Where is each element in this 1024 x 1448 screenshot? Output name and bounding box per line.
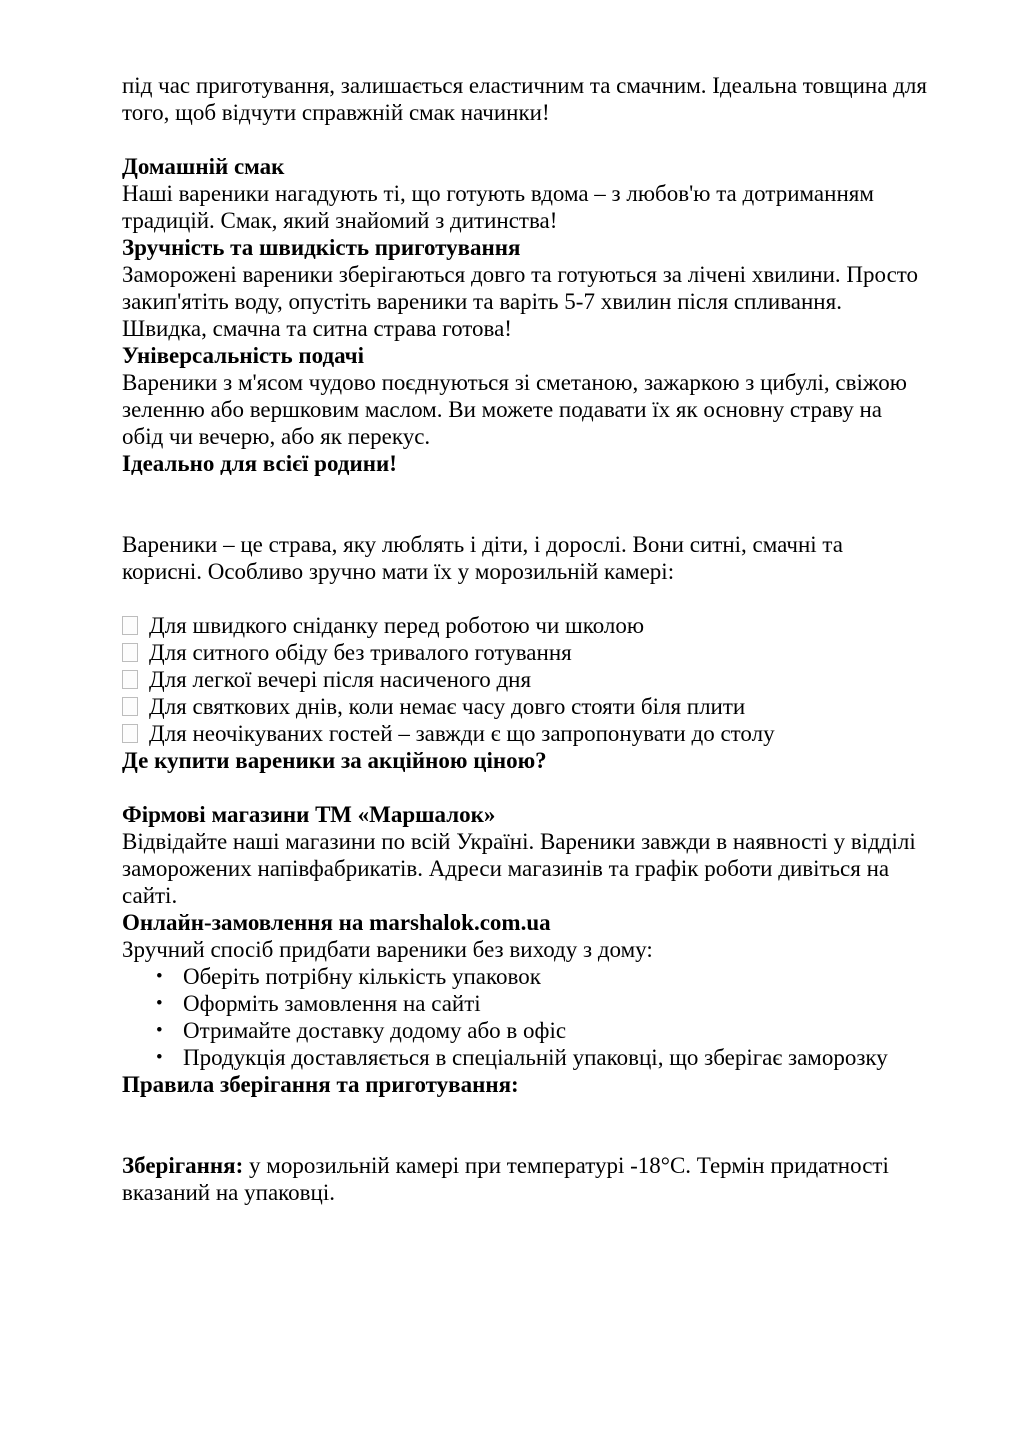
- storage-body: у морозильній камері при температурі -18°C. Термін придатності вказаний на упаковці.: [122, 1153, 889, 1205]
- storage-paragraph: [122, 1152, 928, 1206]
- section-body: Відвідайте наші магазини по всій Україні. Вареники завжди в наявності у відділі заморожених напівфабрикатів. Адреси магазинів та графік роботи дивіться на сайті.: [122, 829, 916, 908]
- section-heading: Домашній смак: [122, 154, 285, 179]
- section-stores: [122, 801, 928, 909]
- list-item: [122, 639, 928, 666]
- missing-glyph-box-icon: [122, 670, 138, 689]
- section-body: Вареники з м'ясом чудово поєднуються зі сметаною, зажаркою з цибулі, свіжою зеленню або вершковим маслом. Ви можете подавати їх як основну страву на обід чи вечерю, або як перекус.: [122, 370, 907, 449]
- family-body: Вареники – це страва, яку люблять і діти, і дорослі. Вони ситні, смачні та корисні. Особливо зручно мати їх у морозильній камері:: [122, 532, 843, 584]
- list-item-label: Отримайте доставку додому або в офіс: [183, 1018, 567, 1043]
- list-item-label: Оберіть потрібну кількість упаковок: [183, 964, 541, 989]
- missing-glyph-box-icon: [122, 724, 138, 743]
- list-item: [122, 666, 928, 693]
- list-item-label: Продукція доставляється в спеціальній упаковці, що зберігає заморозку: [183, 1045, 888, 1070]
- list-item: [122, 612, 928, 639]
- bullet-icon: •: [156, 966, 163, 987]
- list-item: [122, 963, 928, 990]
- section-home-taste: [122, 153, 928, 234]
- list-item-label: Для швидкого сніданку перед роботою чи школою: [149, 613, 645, 638]
- list-item-label: Для святкових днів, коли немає часу довго стояти біля плити: [149, 694, 746, 719]
- family-heading: Ідеально для всієї родини!: [122, 451, 397, 476]
- missing-glyph-box-icon: [122, 697, 138, 716]
- bullet-icon: •: [156, 993, 163, 1014]
- list-item: [122, 990, 928, 1017]
- bullet-icon: •: [156, 1047, 163, 1068]
- section-body: Зручний спосіб придбати вареники без виходу з дому:: [122, 937, 653, 962]
- section-heading: Фірмові магазини ТМ «Маршалок»: [122, 802, 496, 827]
- list-item-label: Для ситного обіду без тривалого готування: [149, 640, 572, 665]
- section-body: Наші вареники нагадують ті, що готують вдома – з любов'ю та дотриманням традицій. Смак, який знайомий з дитинства!: [122, 181, 874, 233]
- list-item-label: Для легкої вечері після насиченого дня: [149, 667, 532, 692]
- section-heading: Універсальність подачі: [122, 343, 365, 368]
- online-order-steps-list: [122, 963, 928, 1071]
- list-item: [122, 1017, 928, 1044]
- storage-label: Зберігання:: [122, 1153, 244, 1178]
- section-convenience: [122, 234, 928, 342]
- list-item: [122, 1044, 928, 1071]
- section-heading: Онлайн-замовлення на marshalok.com.ua: [122, 910, 551, 935]
- section-versatility: [122, 342, 928, 450]
- missing-glyph-box-icon: [122, 616, 138, 635]
- section-heading: Зручність та швидкість приготування: [122, 235, 521, 260]
- list-item-label: Для неочікуваних гостей – завжди є що запропонувати до столу: [149, 721, 775, 746]
- list-item-label: Оформіть замовлення на сайті: [183, 991, 481, 1016]
- missing-glyph-box-icon: [122, 643, 138, 662]
- family-benefits-list: [122, 612, 928, 747]
- section-body: Заморожені вареники зберігаються довго та готуються за лічені хвилини. Просто закип'ятіть воду, опустіть вареники та варіть 5-7 хвилин після спливання. Швидка, смачна та ситна страва готова!: [122, 262, 919, 341]
- rules-heading: Правила зберігання та приготування:: [122, 1072, 519, 1097]
- list-item: [122, 693, 928, 720]
- bullet-icon: •: [156, 1020, 163, 1041]
- intro-paragraph: під час приготування, залишається еластичним та смачним. Ідеальна товщина для того, щоб відчути справжній смак начинки!: [122, 73, 927, 125]
- list-item: [122, 720, 928, 747]
- section-online-order: [122, 909, 928, 963]
- where-to-buy-heading: Де купити вареники за акційною ціною?: [122, 748, 547, 773]
